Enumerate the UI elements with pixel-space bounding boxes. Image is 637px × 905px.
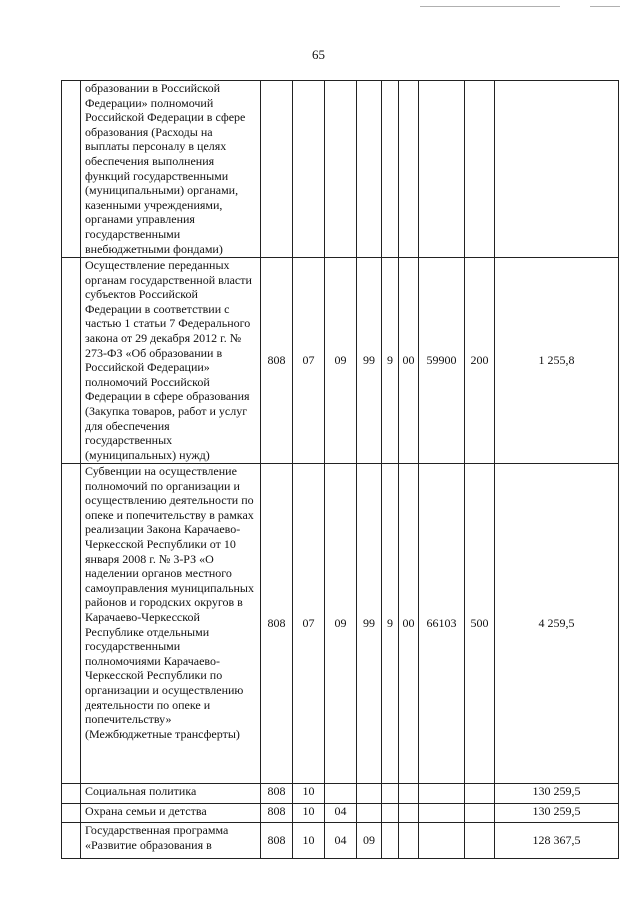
subprogram-code-cell: 9: [382, 258, 399, 464]
main-activity-code-cell: [399, 823, 419, 859]
subprogram-code-cell: [382, 823, 399, 859]
row-number-cell: [62, 784, 81, 804]
table-row: [62, 258, 619, 464]
row-number-cell: [62, 81, 81, 258]
amount-cell: 130 259,5: [495, 784, 619, 804]
subsection-code-cell: 09: [325, 258, 357, 464]
section-code-cell: 07: [293, 464, 325, 784]
subprogram-code-cell: [382, 81, 399, 258]
scan-edge-line: [420, 6, 560, 7]
subprogram-code-cell: 9: [382, 464, 399, 784]
page-number: 65: [312, 47, 325, 62]
direction-code-cell: 66103: [419, 464, 465, 784]
section-code-cell: 10: [293, 804, 325, 823]
expense-type-cell: [465, 804, 495, 823]
row-number-cell: [62, 823, 81, 859]
section-code-cell: 10: [293, 784, 325, 804]
program-code-cell: [357, 804, 382, 823]
direction-code-cell: [419, 804, 465, 823]
amount-cell: 1 255,8: [495, 258, 619, 464]
main-activity-code-cell: [399, 784, 419, 804]
section-code-cell: 10: [293, 823, 325, 859]
amount-cell: [495, 81, 619, 258]
table-row: [62, 81, 619, 258]
row-number-cell: [62, 804, 81, 823]
subsection-code-cell: [325, 784, 357, 804]
subprogram-code-cell: [382, 784, 399, 804]
table-row: [62, 464, 619, 784]
ministry-code-cell: 808: [261, 464, 293, 784]
direction-code-cell: [419, 784, 465, 804]
subsection-code-cell: 04: [325, 804, 357, 823]
expense-type-cell: [465, 823, 495, 859]
direction-code-cell: [419, 81, 465, 258]
subprogram-code-cell: [382, 804, 399, 823]
expense-type-cell: [465, 784, 495, 804]
program-code-cell: 09: [357, 823, 382, 859]
description-cell: Охрана семьи и детства: [81, 804, 261, 823]
section-code-cell: [293, 81, 325, 258]
program-code-cell: [357, 81, 382, 258]
program-code-cell: 99: [357, 464, 382, 784]
main-activity-code-cell: [399, 81, 419, 258]
ministry-code-cell: 808: [261, 784, 293, 804]
subsection-code-cell: [325, 81, 357, 258]
ministry-code-cell: [261, 81, 293, 258]
subsection-code-cell: 04: [325, 823, 357, 859]
main-activity-code-cell: 00: [399, 258, 419, 464]
expense-type-cell: 200: [465, 258, 495, 464]
section-code-cell: 07: [293, 258, 325, 464]
amount-cell: 4 259,5: [495, 464, 619, 784]
expense-type-cell: [465, 81, 495, 258]
description-cell: Субвенции на осуществление полномочий по организации и осуществлению деятельности по опеке и попечительству в рамках реализации Закона Карачаево-Черкесской Республики от 10 января 2008 г. № 3-РЗ «О наделении органов местного самоуправления муниципальных районов и городских округов в Карачаево-Черкесской Республике отдельными государственными полномочиями Карачаево-Черкесской Республики по организации и осуществлению деятельности по опеке и попечительству» (Межбюджетные трансферты): [81, 464, 261, 784]
description-cell: образовании в Российской Федерации» полномочий Российской Федерации в сфере образования (Расходы на выплаты персоналу в целях обеспечения выполнения функций государственными (муниципальными) органами, казенными учреждениями, органами управления государственными внебюджетными фондами): [81, 81, 261, 258]
ministry-code-cell: 808: [261, 823, 293, 859]
description-cell: Социальная политика: [81, 784, 261, 804]
scan-edge-line: [590, 6, 620, 7]
table-row: [62, 784, 619, 804]
amount-cell: 130 259,5: [495, 804, 619, 823]
ministry-code-cell: 808: [261, 258, 293, 464]
budget-table: [61, 80, 619, 859]
ministry-code-cell: 808: [261, 804, 293, 823]
expense-type-cell: 500: [465, 464, 495, 784]
program-code-cell: 99: [357, 258, 382, 464]
program-code-cell: [357, 784, 382, 804]
amount-cell: 128 367,5: [495, 823, 619, 859]
table-row: [62, 823, 619, 859]
row-number-cell: [62, 258, 81, 464]
direction-code-cell: [419, 823, 465, 859]
row-number-cell: [62, 464, 81, 784]
subsection-code-cell: 09: [325, 464, 357, 784]
main-activity-code-cell: 00: [399, 464, 419, 784]
main-activity-code-cell: [399, 804, 419, 823]
description-cell: Осуществление переданных органам государственной власти субъектов Российской Федерации в соответствии с частью 1 статьи 7 Федерального закона от 29 декабря 2012 г. № 273-ФЗ «Об образовании в Российской Федерации» полномочий Российской Федерации в сфере образования (Закупка товаров, работ и услуг для обеспечения государственных (муниципальных) нужд): [81, 258, 261, 464]
direction-code-cell: 59900: [419, 258, 465, 464]
table-row: [62, 804, 619, 823]
description-cell: Государственная программа «Развитие образования в: [81, 823, 261, 859]
